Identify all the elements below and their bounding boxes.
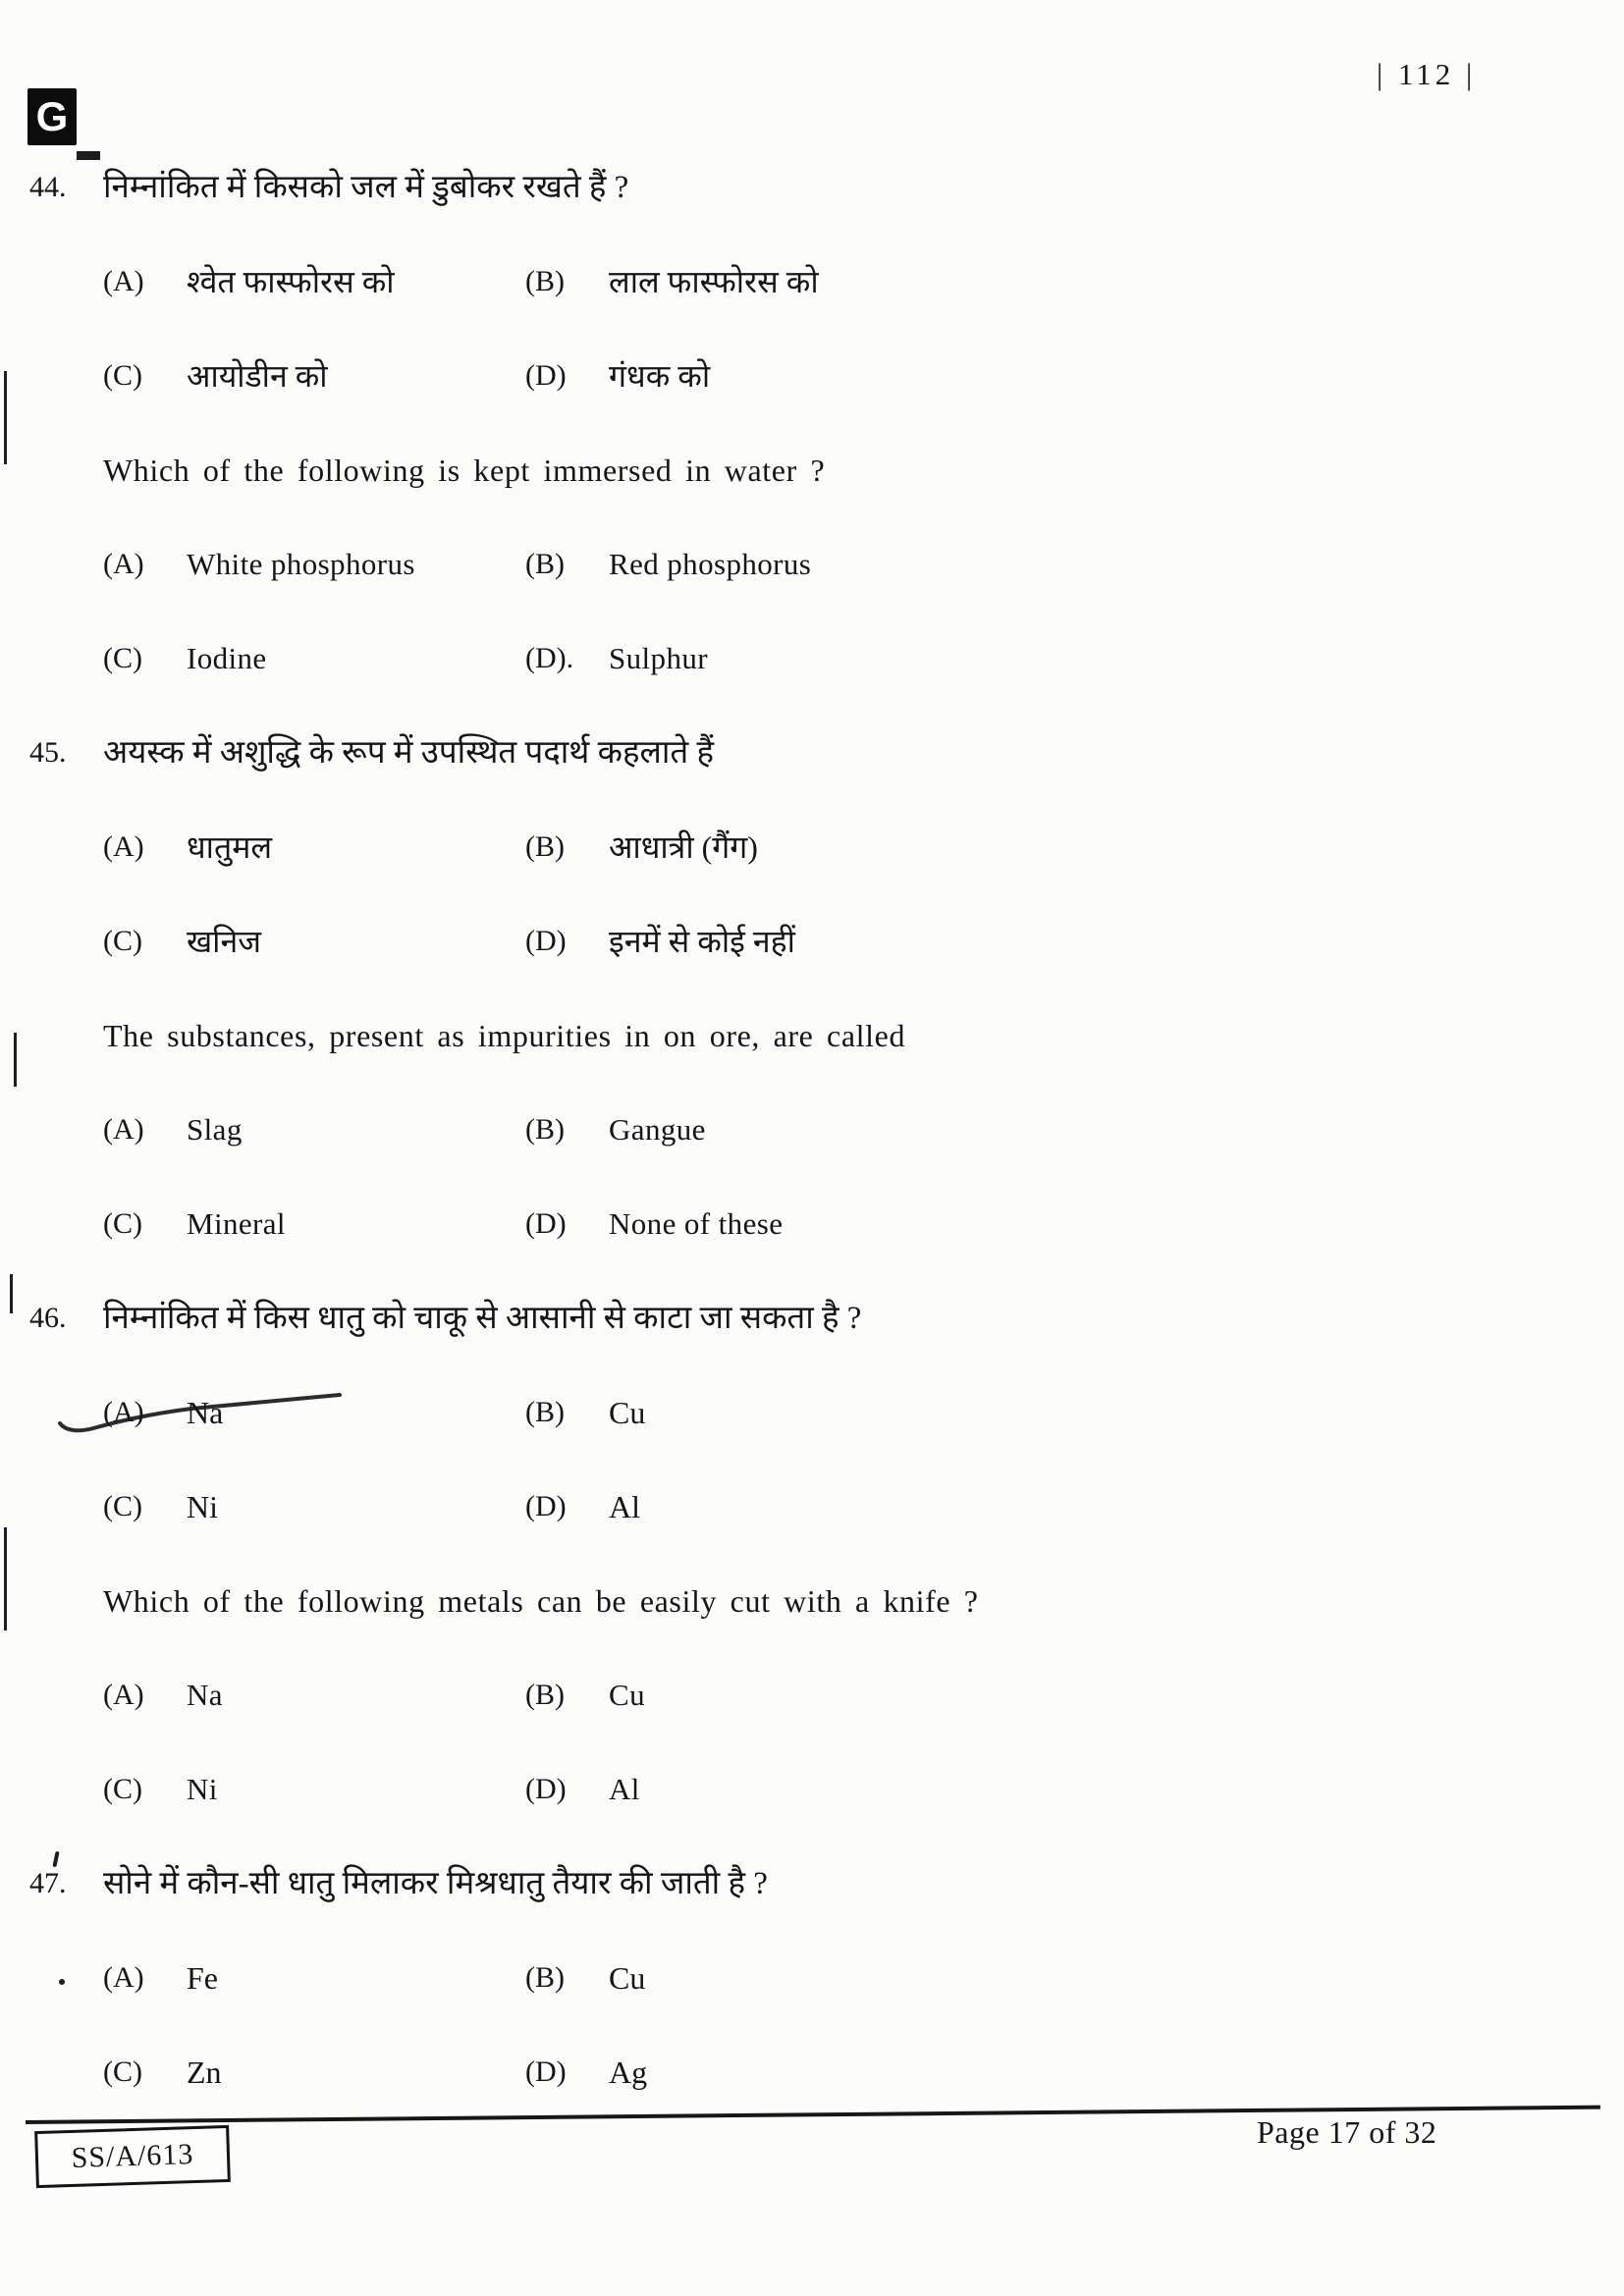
option-a-english xyxy=(103,1109,525,1150)
option-letter: (B) xyxy=(525,1961,565,1994)
option-text: Cu xyxy=(609,1395,646,1430)
option-b-hindi xyxy=(525,827,758,868)
option-b-english xyxy=(525,1109,706,1150)
option-text: Na xyxy=(187,1395,224,1430)
option-c-hindi xyxy=(103,355,525,397)
option-c-hindi xyxy=(103,1486,525,1527)
option-letter: (C) xyxy=(103,359,142,392)
question-text-hindi: निम्नांकित में किसको जल में डुबोकर रखते हैं ? xyxy=(103,170,629,205)
question-number: 47. xyxy=(29,1867,67,1899)
option-letter: (D) xyxy=(525,359,567,392)
option-text: धातुमल xyxy=(187,829,273,865)
question-44 xyxy=(0,167,1624,679)
scan-artifact xyxy=(10,1274,13,1313)
option-b-hindi xyxy=(525,1392,645,1433)
option-text: Na xyxy=(187,1678,223,1712)
option-letter: (D) xyxy=(525,2056,567,2088)
booklet-code: SS/A/613 xyxy=(71,2138,194,2174)
option-text: Fe xyxy=(187,1960,218,1996)
option-letter: (C) xyxy=(103,1773,142,1805)
option-letter: (A) xyxy=(103,265,144,297)
option-letter: (D) xyxy=(525,1773,567,1805)
option-b-english xyxy=(525,1675,645,1716)
question-number: 45. xyxy=(29,736,67,769)
option-text: आयोडीन को xyxy=(187,358,328,394)
option-text: Ni xyxy=(187,1489,218,1524)
option-a-hindi xyxy=(103,827,525,868)
option-text: Red phosphorus xyxy=(609,547,812,581)
option-b-english xyxy=(525,544,811,585)
option-b-hindi xyxy=(525,261,819,302)
scan-artifact xyxy=(77,151,100,160)
option-a-hindi xyxy=(103,1957,525,1999)
option-text: इनमें से कोई नहीं xyxy=(609,924,795,959)
header-page-ref: | 112 | xyxy=(1377,57,1477,91)
question-number: 44. xyxy=(29,171,67,203)
question-47 xyxy=(0,1863,1624,2093)
option-a-english xyxy=(103,1675,525,1716)
booklet-code-box xyxy=(34,2125,231,2188)
scan-artifact xyxy=(4,1527,7,1630)
scan-artifact xyxy=(14,1033,17,1087)
option-d-english xyxy=(525,1203,783,1245)
question-text-english: Which of the following metals can be easily cut with a knife ? xyxy=(103,1583,979,1619)
option-letter: (B) xyxy=(525,830,565,863)
question-area xyxy=(0,167,1624,2146)
question-text-hindi: सोने में कौन-सी धातु मिलाकर मिश्रधातु तैयार की जाती है ? xyxy=(103,1866,768,1901)
option-letter: (A) xyxy=(103,548,144,580)
option-text: Al xyxy=(609,1772,640,1806)
option-letter: (B) xyxy=(525,1679,565,1711)
question-text-hindi: अयस्क में अशुद्धि के रूप में उपस्थित पदार्थ कहलाते हैं xyxy=(103,735,715,771)
option-letter: (B) xyxy=(525,548,565,580)
option-text: लाल फास्फोरस को xyxy=(609,264,819,299)
option-letter: (A) xyxy=(103,830,144,863)
option-letter: (A) xyxy=(103,1961,144,1994)
option-text: Iodine xyxy=(187,641,267,675)
option-b-hindi xyxy=(525,1957,645,1999)
question-text-english: Which of the following is kept immersed in water ? xyxy=(103,453,826,488)
option-text: खनिज xyxy=(187,924,261,959)
option-letter: (C) xyxy=(103,1490,142,1522)
option-a-english xyxy=(103,544,525,585)
question-45 xyxy=(0,732,1624,1245)
page-indicator: Page 17 of 32 xyxy=(1257,2114,1437,2150)
option-text: Al xyxy=(609,1489,640,1524)
question-text-english: The substances, present as impurities in on ore, are called xyxy=(103,1018,906,1053)
option-text: Cu xyxy=(609,1960,646,1996)
option-letter: (A) xyxy=(103,1113,144,1146)
option-letter: (B) xyxy=(525,265,565,297)
option-letter: (C) xyxy=(103,2056,142,2088)
option-c-hindi xyxy=(103,2052,525,2093)
option-text: Slag xyxy=(187,1112,243,1147)
option-letter: (B) xyxy=(525,1113,565,1146)
option-text: गंधक को xyxy=(609,358,711,394)
question-number: 46. xyxy=(29,1302,67,1334)
option-c-hindi xyxy=(103,921,525,962)
option-text: Gangue xyxy=(609,1112,706,1147)
scan-artifact xyxy=(59,1979,65,1985)
option-letter: (B) xyxy=(525,1396,565,1428)
option-d-hindi xyxy=(525,1486,640,1527)
option-d-hindi xyxy=(525,921,795,962)
option-text: White phosphorus xyxy=(187,547,415,581)
option-d-english xyxy=(525,638,708,679)
option-text: Zn xyxy=(187,2055,222,2090)
option-letter: (C) xyxy=(103,925,142,957)
option-c-english xyxy=(103,1769,525,1810)
option-letter: (D) xyxy=(525,1207,567,1240)
option-a-hindi xyxy=(103,261,525,302)
option-letter: (A) xyxy=(103,1679,144,1711)
option-text: आधात्री (गैंग) xyxy=(609,829,758,865)
option-d-hindi xyxy=(525,2052,647,2093)
option-d-english xyxy=(525,1769,640,1810)
set-code-badge xyxy=(27,88,77,145)
set-code-label: G xyxy=(35,93,69,139)
question-46 xyxy=(0,1298,1624,1810)
option-c-english xyxy=(103,638,525,679)
option-letter: (A) xyxy=(103,1396,144,1428)
question-text-hindi: निम्नांकित में किस धातु को चाकू से आसानी से काटा जा सकता है ? xyxy=(103,1301,862,1336)
option-c-english xyxy=(103,1203,525,1245)
option-text: Sulphur xyxy=(609,641,708,675)
option-text: Ni xyxy=(187,1772,218,1806)
option-d-hindi xyxy=(525,355,710,397)
option-a-hindi xyxy=(103,1392,525,1433)
option-letter: (C) xyxy=(103,1207,142,1240)
scan-artifact xyxy=(4,371,7,464)
option-text: श्वेत फास्फोरस को xyxy=(187,264,395,299)
option-letter: (D) xyxy=(525,1490,567,1522)
option-text: Mineral xyxy=(187,1206,286,1241)
option-text: Cu xyxy=(609,1678,645,1712)
option-text: Ag xyxy=(609,2055,648,2090)
option-letter: (C) xyxy=(103,642,142,674)
option-letter: (D) xyxy=(525,925,567,957)
option-text: None of these xyxy=(609,1206,784,1241)
option-letter: (D). xyxy=(525,642,574,674)
